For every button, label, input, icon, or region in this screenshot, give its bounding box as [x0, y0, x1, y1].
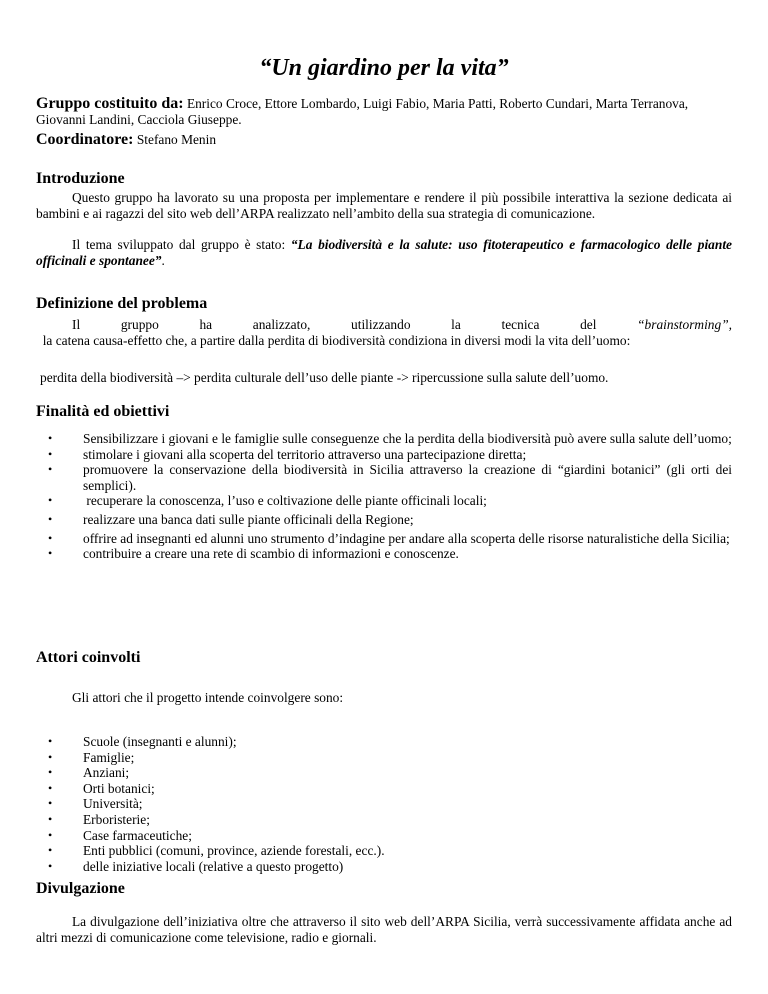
list-item: • recuperare la conoscenza, l’uso e coltivazione delle piante officinali locali;	[48, 493, 487, 509]
bullet-icon: •	[48, 827, 53, 842]
bullet-icon: •	[48, 780, 53, 795]
list-item: • Anziani;	[48, 765, 130, 781]
group-label: Gruppo costituito da:	[36, 95, 184, 112]
intro-theme-lead: Il tema sviluppato dal gruppo è stato:	[72, 237, 291, 252]
bullet-icon: •	[48, 843, 53, 858]
bullet-icon: •	[48, 446, 53, 461]
objectives-heading: Finalità ed obiettivi	[36, 403, 170, 420]
list-item: • Sensibilizzare i giovani e le famiglie sulle conseguenze che la perdita della biodiversità può avere sulla salute dell’uomo;	[48, 431, 732, 446]
group-members	[36, 96, 736, 127]
bullet-icon: •	[48, 431, 53, 445]
list-item: • Università;	[48, 796, 143, 812]
actors-intro: Gli attori che il progetto intende coinvolgere sono:	[72, 690, 344, 705]
list-item: • Scuole (insegnanti e alunni);	[48, 734, 237, 749]
list-item: • Famiglie;	[48, 749, 135, 765]
list-item: • offrire ad insegnanti ed alunni uno strumento d’indagine per andare alla scoperta delle risorse naturalistiche della Sicilia;	[48, 530, 730, 546]
problem-heading: Definizione del problema	[36, 295, 208, 312]
list-item: • contribuire a creare una rete di scambio di informazioni e conoscenze.	[48, 546, 459, 562]
bullet-icon: •	[48, 796, 53, 811]
dissemination-heading: Divulgazione	[36, 880, 125, 897]
coordinator-name: Stefano Menin	[136, 132, 217, 147]
list-item: • Orti botanici;	[48, 780, 155, 796]
list-item: • delle iniziative locali (relative a questo progetto)	[48, 858, 344, 874]
problem-rest: la catena causa-effetto che, a partire dalla perdita di biodiversità condiziona in diversi modi la vita dell’uomo:	[36, 332, 631, 348]
actors-list	[48, 734, 683, 874]
dissemination-paragraph: La divulgazione dell’iniziativa oltre che attraverso il sito web dell’ARPA Sicilia, verrà successivamente affidata anche ad altri mezzi di comunicazione come televisione, radio e giornali.	[36, 914, 732, 945]
list-item: • stimolare i giovani alla scoperta del territorio attraverso una partecipazione diretta;	[48, 446, 527, 462]
group-members-text: Enrico Croce, Ettore Lombardo, Luigi Fabio, Maria Patti, Roberto Cundari, Marta Terranova, Giovanni Landini, Cacciola Giuseppe.	[36, 96, 689, 127]
list-item: • realizzare una banca dati sulle piante officinali della Regione;	[48, 511, 414, 527]
bullet-icon: •	[48, 811, 53, 826]
objectives-list	[48, 431, 732, 562]
actors-heading: Attori coinvolti	[36, 649, 141, 666]
intro-paragraph-1: Questo gruppo ha lavorato su una proposta per implementare e rendere il più possibile interattiva la sezione dedicata ai bambini e ai ragazzi del sito web dell’ARPA realizzato nell’ambito della sua strategia di comunicazione.	[36, 190, 732, 221]
intro-heading: Introduzione	[36, 170, 125, 187]
list-item: • Case farmaceutiche;	[48, 827, 192, 843]
intro-theme: “La biodiversità e la salute: uso fitoterapeutico e farmacologico delle piante officinali e spontanee”	[36, 237, 732, 268]
document-title: “Un giardino per la vita”	[259, 55, 509, 81]
bullet-icon: •	[48, 530, 53, 545]
intro-theme-end: .	[161, 252, 165, 268]
bullet-icon: •	[48, 765, 53, 780]
bullet-icon: •	[48, 858, 53, 873]
problem-chain: perdita della biodiversità –> perdita culturale dell’uso delle piante -> ripercussione sulla salute dell’uomo.	[40, 370, 609, 385]
coordinator	[36, 132, 216, 148]
problem-paragraph	[36, 317, 732, 348]
intro-paragraph-2	[36, 237, 732, 268]
list-item: • promuovere la conservazione della biodiversità in Sicilia attraverso la creazione di “giardini botanici” (gli orti dei semplici).	[48, 462, 732, 493]
bullet-icon: •	[48, 734, 53, 748]
bullet-icon: •	[48, 749, 53, 764]
list-item: • Enti pubblici (comuni, province, aziende forestali, ecc.).	[48, 843, 385, 859]
bullet-icon: •	[48, 493, 53, 508]
bullet-icon: •	[48, 462, 53, 477]
list-item: • Erboristerie;	[48, 811, 150, 827]
bullet-icon: •	[48, 546, 53, 561]
problem-term: “brainstorming”,	[637, 317, 732, 332]
bullet-icon: •	[48, 511, 53, 526]
coordinator-label: Coordinatore:	[36, 131, 134, 148]
problem-lead: Il gruppo ha analizzato, utilizzando la tecnica del	[72, 317, 638, 332]
